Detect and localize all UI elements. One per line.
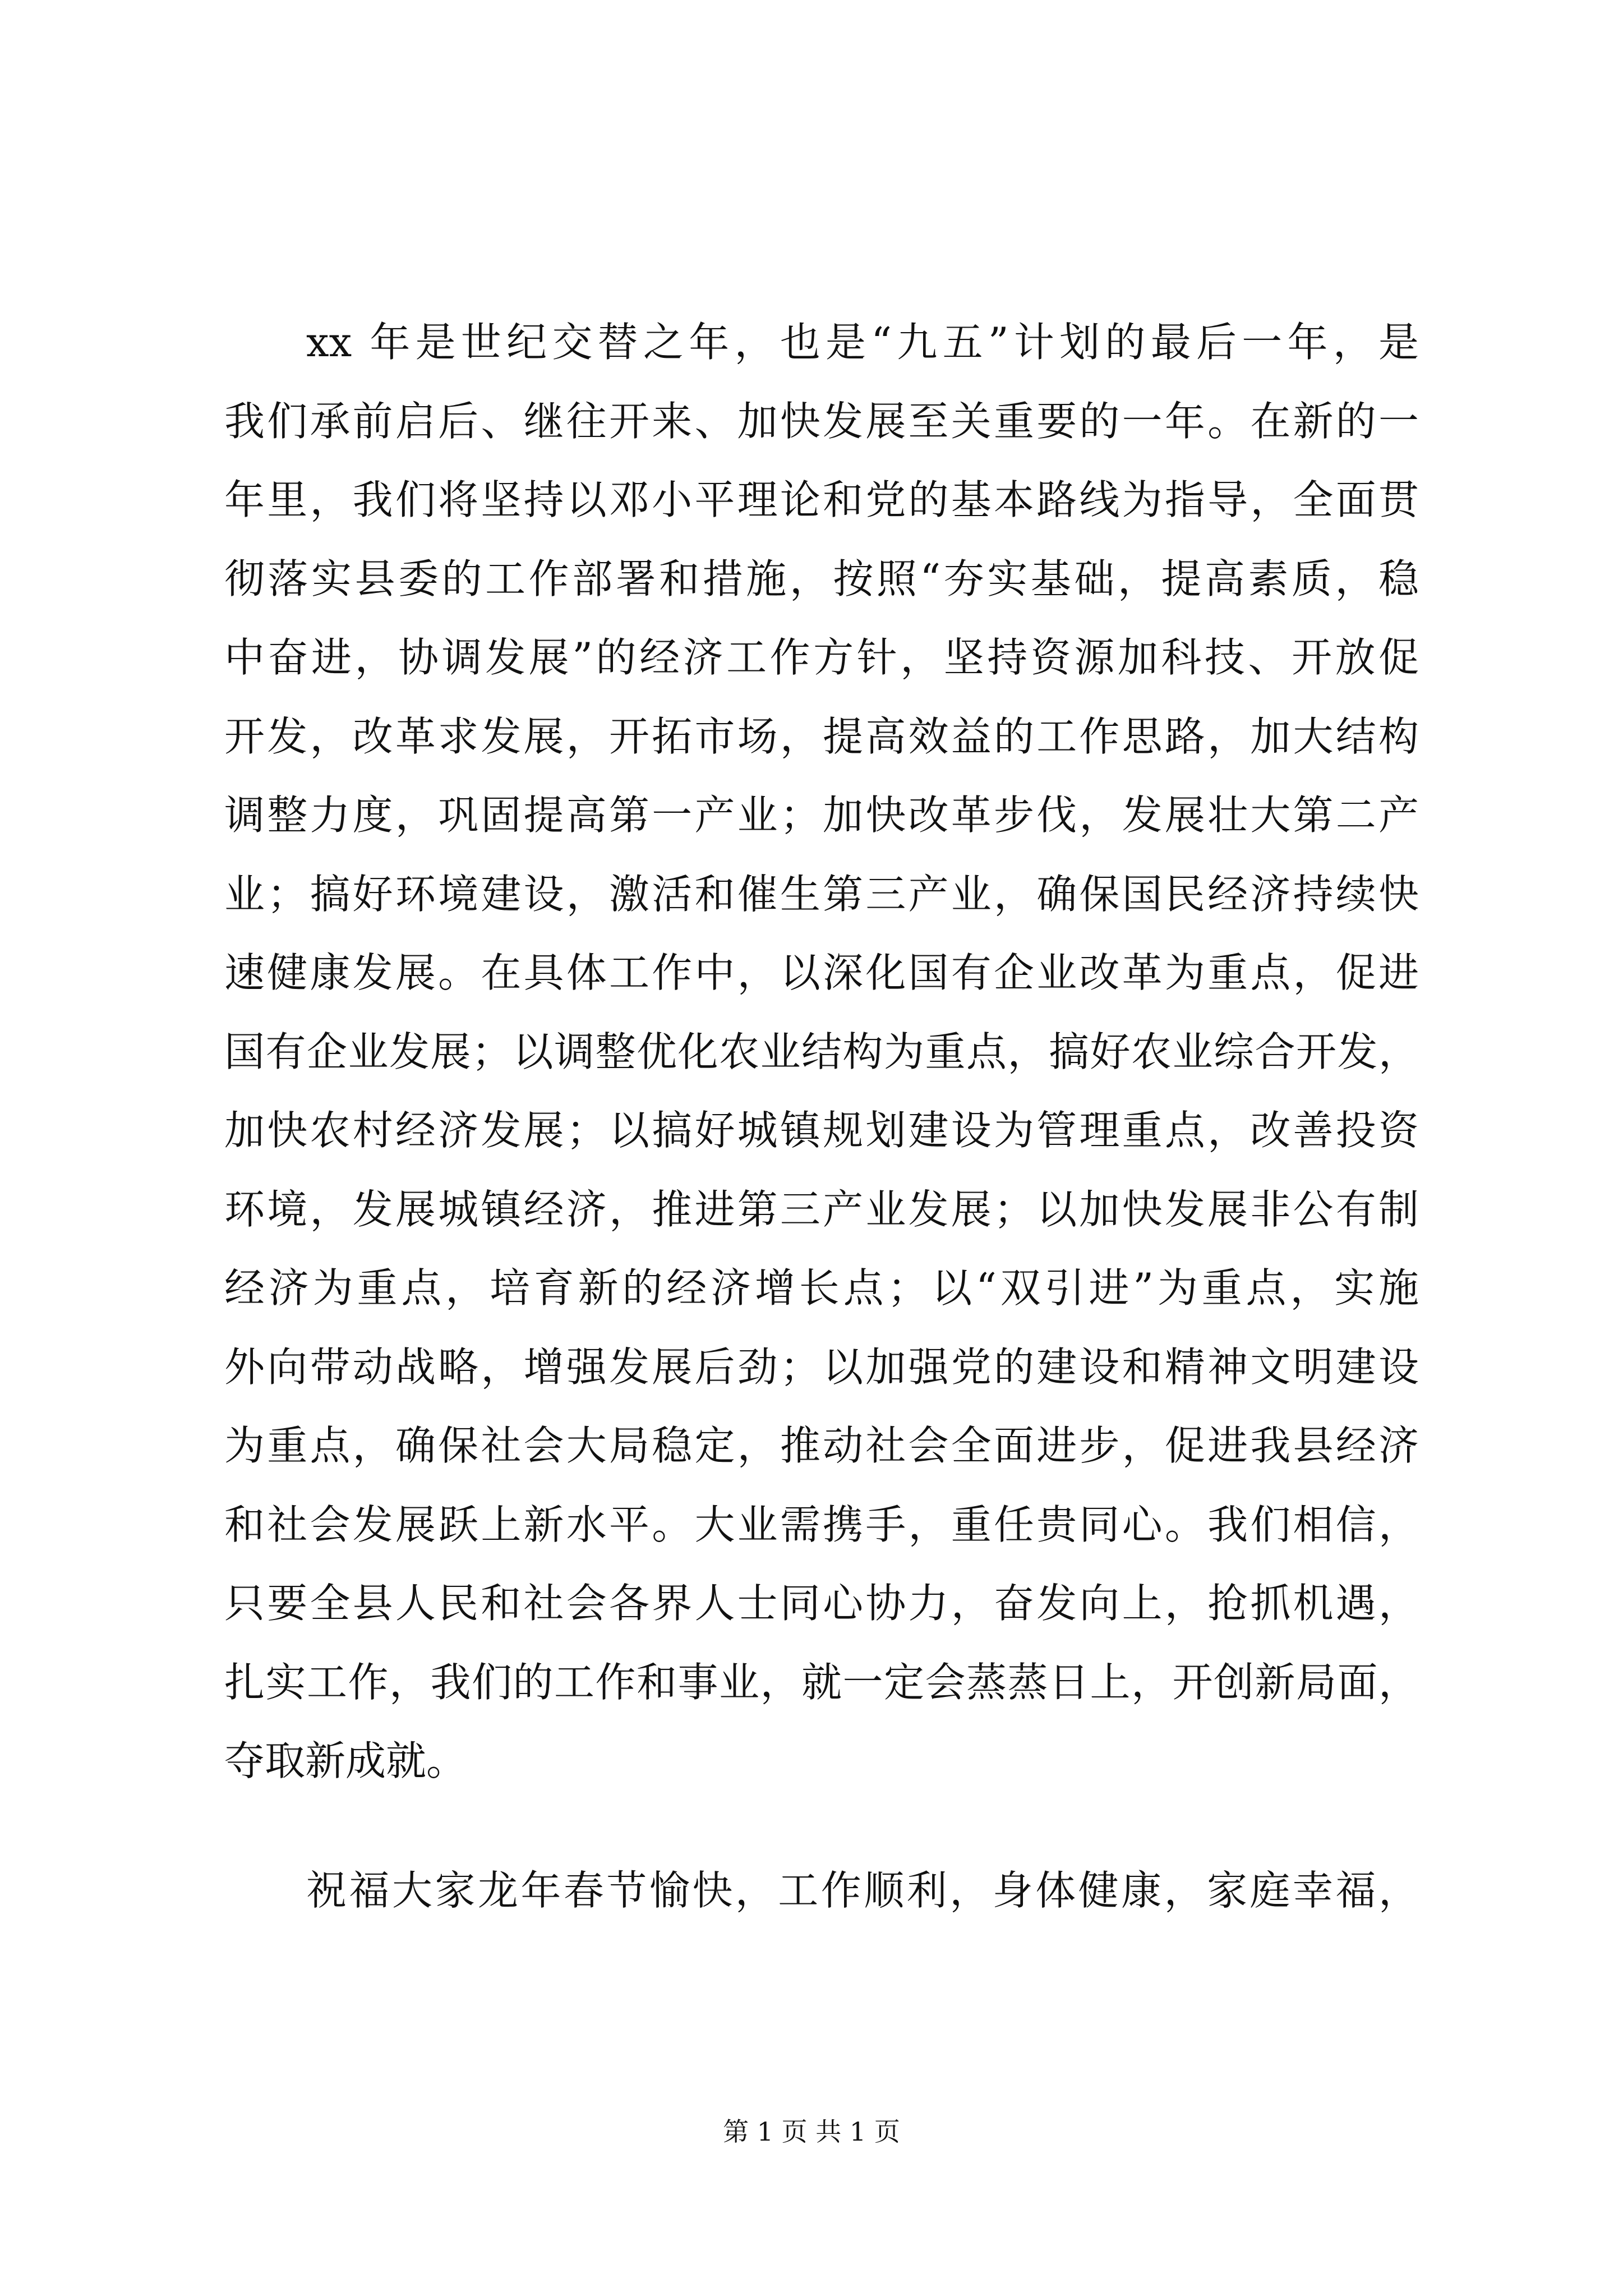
text-line: 国有企业发展；以调整优化农业结构为重点，搞好农业综合开发， bbox=[224, 1028, 1419, 1075]
text-line: 外向带动战略，增强发展后劲；以加强党的建设和精神文明建设 bbox=[224, 1343, 1419, 1391]
paragraph-2 bbox=[224, 1851, 1419, 1930]
paragraph-1 bbox=[224, 303, 1419, 1801]
text-line: 年里，我们将坚持以邓小平理论和党的基本路线为指导，全面贯 bbox=[224, 476, 1419, 523]
text-line: 我们承前启后、继往开来、加快发展至关重要的一年。在新的一 bbox=[224, 397, 1419, 445]
text-line: 彻落实县委的工作部署和措施，按照“夯实基础，提高素质，稳 bbox=[224, 555, 1419, 602]
text-line: 开发，改革求发展，开拓市场，提高效益的工作思路，加大结构 bbox=[224, 712, 1419, 760]
text-line: 速健康发展。在具体工作中，以深化国有企业改革为重点，促进 bbox=[224, 949, 1419, 996]
text-line: 经济为重点，培育新的经济增长点；以“双引进”为重点，实施 bbox=[224, 1264, 1419, 1312]
text-line: 加快农村经济发展；以搞好城镇规划建设为管理重点，改善投资 bbox=[224, 1107, 1419, 1154]
text-line: 中奋进，协调发展”的经济工作方针，坚持资源加科技、开放促 bbox=[224, 634, 1419, 681]
text-line: 调整力度，巩固提高第一产业；加快改革步伐，发展壮大第二产 bbox=[224, 792, 1419, 839]
text-line: 只要全县人民和社会各界人士同心协力，奋发向上，抢抓机遇， bbox=[224, 1580, 1419, 1627]
text-line: 夺取新成就。 bbox=[224, 1737, 467, 1784]
text-line: 为重点，确保社会大局稳定，推动社会全面进步，促进我县经济 bbox=[224, 1422, 1419, 1469]
text-line: 环境，发展城镇经济，推进第三产业发展；以加快发展非公有制 bbox=[224, 1185, 1419, 1233]
text-line: 和社会发展跃上新水平。大业需携手，重任贵同心。我们相信， bbox=[224, 1501, 1419, 1548]
page-footer bbox=[0, 2115, 1623, 2148]
page-indicator: 第 1 页 共 1 页 bbox=[723, 2116, 900, 2147]
text-line: 扎实工作，我们的工作和事业，就一定会蒸蒸日上，开创新局面， bbox=[224, 1658, 1419, 1706]
text-line: 祝福大家龙年春节愉快，工作顺利，身体健康，家庭幸福， bbox=[306, 1867, 1419, 1914]
text-line: xx 年是世纪交替之年，也是“九五”计划的最后一年，是 bbox=[306, 319, 1419, 366]
text-line: 业；搞好环境建设，激活和催生第三产业，确保国民经济持续快 bbox=[224, 870, 1419, 918]
